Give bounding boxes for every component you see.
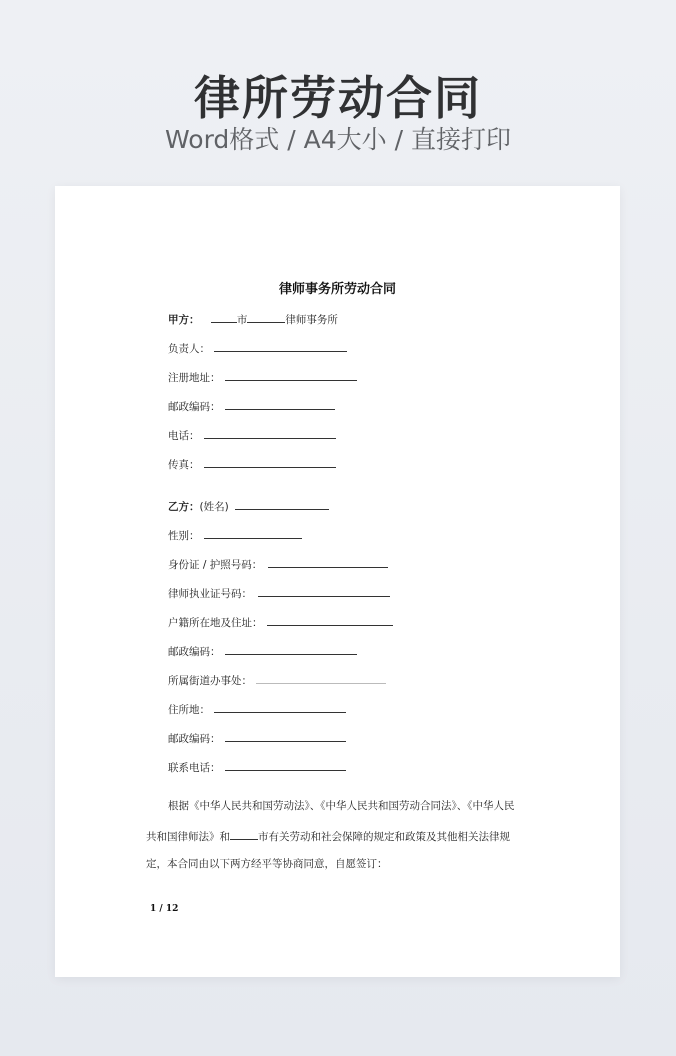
field-label: 传真： bbox=[168, 459, 200, 471]
field-blank[interactable] bbox=[204, 527, 302, 539]
field-blank[interactable] bbox=[268, 556, 388, 568]
party-b-field-contact-phone bbox=[168, 759, 346, 775]
party-b-name-hint: (姓名) bbox=[199, 501, 229, 513]
preamble-line-1: 根据《中华人民共和国劳动法》、《中华人民共和国劳动合同法》、《中华人民 bbox=[168, 800, 515, 812]
field-label: 联系电话： bbox=[168, 762, 221, 774]
field-blank[interactable] bbox=[225, 369, 357, 381]
party-a-field-postcode bbox=[168, 398, 335, 414]
party-b-label: 乙方： bbox=[168, 501, 200, 513]
field-blank[interactable] bbox=[225, 759, 346, 771]
firm-suffix: 律师事务所 bbox=[285, 314, 338, 326]
firm-blank[interactable] bbox=[247, 311, 285, 323]
preamble-line-2 bbox=[146, 828, 541, 844]
field-label: 律师执业证号码： bbox=[168, 588, 252, 600]
field-blank[interactable] bbox=[256, 672, 386, 684]
field-label: 电话： bbox=[168, 430, 200, 442]
field-blank[interactable] bbox=[225, 730, 346, 742]
party-b-field-gender bbox=[168, 527, 302, 543]
field-blank[interactable] bbox=[214, 701, 346, 713]
field-blank[interactable] bbox=[225, 643, 357, 655]
city-blank-2[interactable] bbox=[230, 828, 258, 840]
party-b-field-postcode-2 bbox=[168, 730, 346, 746]
document-title: 律师事务所劳动合同 bbox=[278, 282, 396, 297]
party-b-field-domicile bbox=[168, 701, 346, 717]
party-a-field-principal bbox=[168, 340, 347, 356]
field-blank[interactable] bbox=[267, 614, 393, 626]
party-a-field-address bbox=[168, 369, 357, 385]
hero-subtitle: Word格式 / A4大小 / 直接打印 bbox=[165, 125, 511, 154]
page-number: 1 / 12 bbox=[150, 904, 179, 914]
party-a-label: 甲方： bbox=[168, 314, 200, 326]
party-a-field-phone bbox=[168, 427, 336, 443]
field-label: 邮政编码： bbox=[168, 646, 221, 658]
preamble-line-2-start: 共和国律师法》和 bbox=[146, 831, 230, 843]
field-label: 住所地： bbox=[168, 704, 210, 716]
party-b-field-subdistrict bbox=[168, 672, 386, 688]
party-b-field-license bbox=[168, 585, 390, 601]
party-b-field-residence bbox=[168, 614, 393, 630]
party-a-field-fax bbox=[168, 456, 336, 472]
document-page bbox=[55, 186, 620, 977]
field-label: 注册地址： bbox=[168, 372, 221, 384]
field-blank[interactable] bbox=[204, 456, 336, 468]
field-blank[interactable] bbox=[258, 585, 390, 597]
field-label: 邮政编码： bbox=[168, 401, 221, 413]
field-label: 邮政编码： bbox=[168, 733, 221, 745]
field-label: 负责人： bbox=[168, 343, 210, 355]
field-label: 所属街道办事处： bbox=[168, 675, 252, 687]
field-blank[interactable] bbox=[214, 340, 347, 352]
preamble-line-2-end: 市有关劳动和社会保障的规定和政策及其他相关法律规 bbox=[258, 831, 510, 843]
city-suffix: 市 bbox=[236, 314, 248, 326]
party-b-field-postcode bbox=[168, 643, 357, 659]
field-label: 户籍所在地及住址： bbox=[168, 617, 263, 629]
party-b-field-id bbox=[168, 556, 388, 572]
party-a-line bbox=[168, 311, 338, 327]
field-blank[interactable] bbox=[204, 427, 336, 439]
name-blank[interactable] bbox=[235, 498, 329, 510]
field-blank[interactable] bbox=[225, 398, 335, 410]
city-blank[interactable] bbox=[211, 311, 237, 323]
field-label: 身份证 / 护照号码： bbox=[168, 559, 263, 571]
preamble-line-3: 定，本合同由以下两方经平等协商同意，自愿签订： bbox=[146, 858, 388, 870]
hero-title: 律所劳动合同 bbox=[194, 71, 482, 125]
party-b-line bbox=[168, 498, 329, 514]
field-label: 性别： bbox=[168, 530, 200, 542]
